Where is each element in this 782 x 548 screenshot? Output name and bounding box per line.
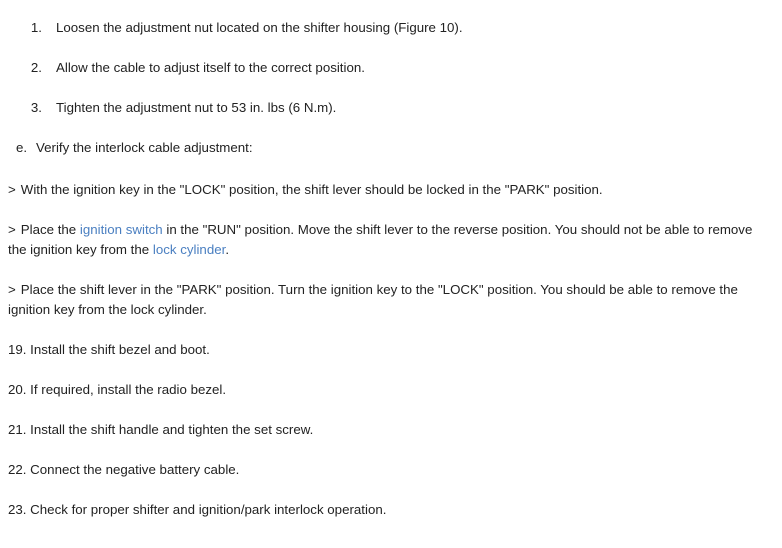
lock-cylinder-link[interactable]: lock cylinder bbox=[152, 242, 226, 257]
step-20 bbox=[0, 380, 774, 400]
verify-bullet-2-text-part1: Place the bbox=[20, 222, 80, 237]
step-19 bbox=[0, 340, 774, 360]
step-20-text: 20. If required, install the radio bezel. bbox=[8, 382, 227, 397]
step-23 bbox=[0, 500, 774, 520]
step-21-text: 21. Install the shift handle and tighten the set screw. bbox=[8, 422, 314, 437]
sub-step-2-text: Allow the cable to adjust itself to the correct position. bbox=[56, 60, 365, 75]
lettered-step-e bbox=[0, 140, 782, 155]
verify-bullet-3-text: Place the shift lever in the "PARK" position. Turn the ignition key to the "LOCK" position. You should be able to remove the ignition key from the lock cylinder. bbox=[8, 282, 738, 317]
sub-step-1 bbox=[0, 20, 782, 35]
verify-bullet-3 bbox=[0, 280, 774, 320]
verify-bullet-2-text-part3: . bbox=[225, 242, 230, 257]
step-22-text: 22. Connect the negative battery cable. bbox=[8, 462, 240, 477]
step-23-text: 23. Check for proper shifter and ignition/park interlock operation. bbox=[8, 502, 387, 517]
bullet-marker-icon: > bbox=[8, 182, 16, 197]
sub-step-3-number: 3. bbox=[30, 100, 42, 115]
step-22 bbox=[0, 460, 774, 480]
verify-bullet-1-text: With the ignition key in the "LOCK" position, the shift lever should be locked in the "PARK" position. bbox=[20, 182, 603, 197]
step-19-text: 19. Install the shift bezel and boot. bbox=[8, 342, 210, 357]
sub-step-1-number: 1. bbox=[30, 20, 42, 35]
verify-bullet-2-text-part2: in the "RUN" position. Move the shift lever to the reverse position. You should not be able to remove the ignition key from the bbox=[8, 222, 753, 257]
sub-step-3 bbox=[0, 100, 782, 115]
lettered-step-e-marker: e. bbox=[16, 140, 28, 155]
lettered-step-e-text: Verify the interlock cable adjustment: bbox=[36, 140, 253, 155]
sub-step-2-number: 2. bbox=[30, 60, 42, 75]
verify-bullet-1 bbox=[0, 180, 774, 200]
ignition-switch-link[interactable]: ignition switch bbox=[79, 222, 163, 237]
verify-bullet-2 bbox=[0, 220, 774, 260]
sub-step-2 bbox=[0, 60, 782, 75]
step-21 bbox=[0, 420, 774, 440]
bullet-marker-icon: > bbox=[8, 282, 16, 297]
sub-step-3-text: Tighten the adjustment nut to 53 in. lbs (6 N.m). bbox=[56, 100, 337, 115]
sub-step-1-text: Loosen the adjustment nut located on the shifter housing (Figure 10). bbox=[56, 20, 463, 35]
bullet-marker-icon: > bbox=[8, 222, 16, 237]
